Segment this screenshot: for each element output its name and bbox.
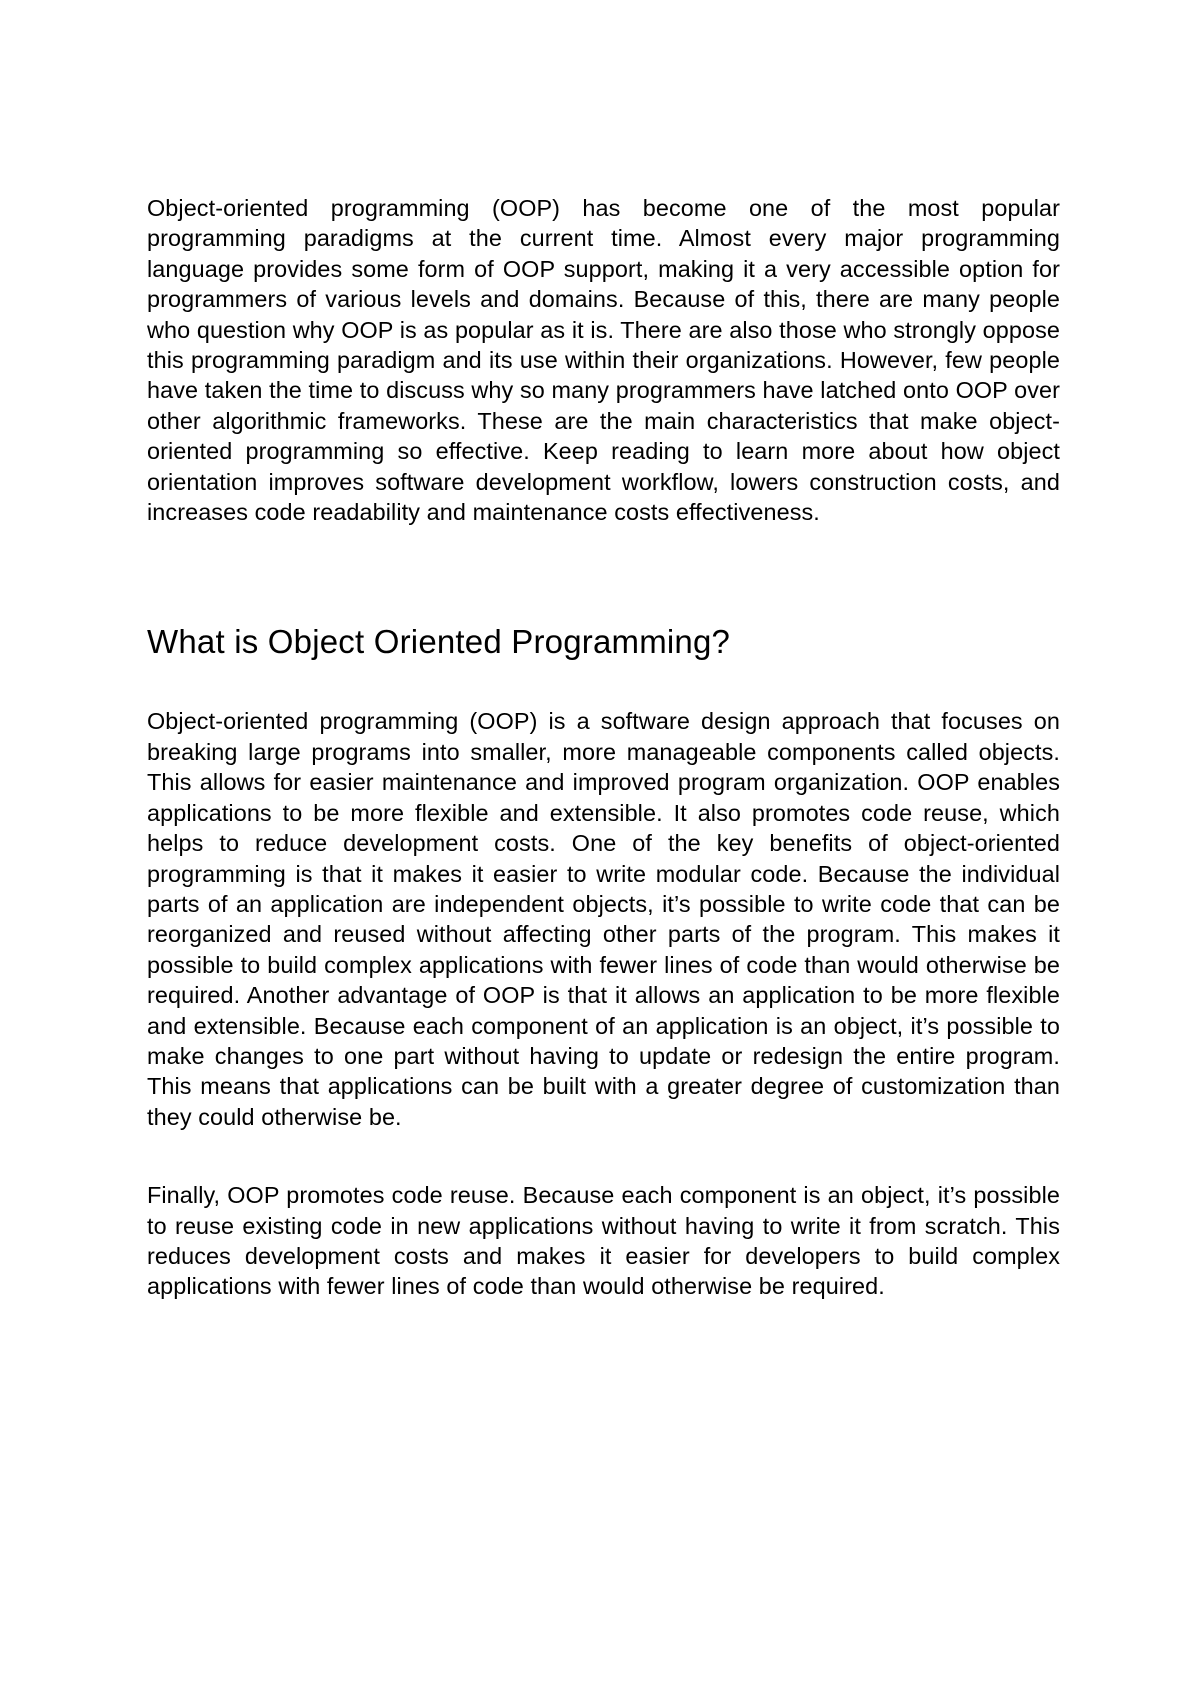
intro-paragraph: Object-oriented programming (OOP) has become one of the most popular programming paradigms at the current time. Almost every major programming language provides some form of OOP support, making it a very accessible option for programmers of various levels and domains. Because of this, there are many people who question why OOP is as popular as it is. There are also those who strongly oppose this programming paradigm and its use within their organizations. However, few people have taken the time to discuss why so many programmers have latched onto OOP over other algorithmic frameworks. These are the main characteristics that make object-oriented programming so effective. Keep reading to learn more about how object orientation improves software development workflow, lowers construction costs, and increases code readability and maintenance costs effectiveness. (147, 195, 1060, 526)
section-paragraph-2: Finally, OOP promotes code reuse. Because each component is an object, it’s possible to reuse existing code in new applications without having to write it from scratch. This reduces development costs and makes it easier for developers to build complex applications with fewer lines of code than would otherwise be required. (147, 1182, 1060, 1300)
document-page (147, 193, 1060, 1302)
section-heading: What is Object Oriented Programming? (147, 623, 731, 661)
section-paragraph-1: Object-oriented programming (OOP) is a software design approach that focuses on breaking large programs into smaller, more manageable components called objects. This allows for easier maintenance and improved program organization. OOP enables applications to be more flexible and extensible. It also promotes code reuse, which helps to reduce development costs. One of the key benefits of object-oriented programming is that it makes it easier to write modular code. Because the individual parts of an application are independent objects, it’s possible to write code that can be reorganized and reused without affecting other parts of the program. This makes it possible to build complex applications with fewer lines of code than would otherwise be required. Another advantage of OOP is that it allows an application to be more flexible and extensible. Because each component of an application is an object, it’s possible to make changes to one part without having to update or redesign the entire program. This means that applications can be built with a greater degree of customization than they could otherwise be. (147, 708, 1060, 1130)
